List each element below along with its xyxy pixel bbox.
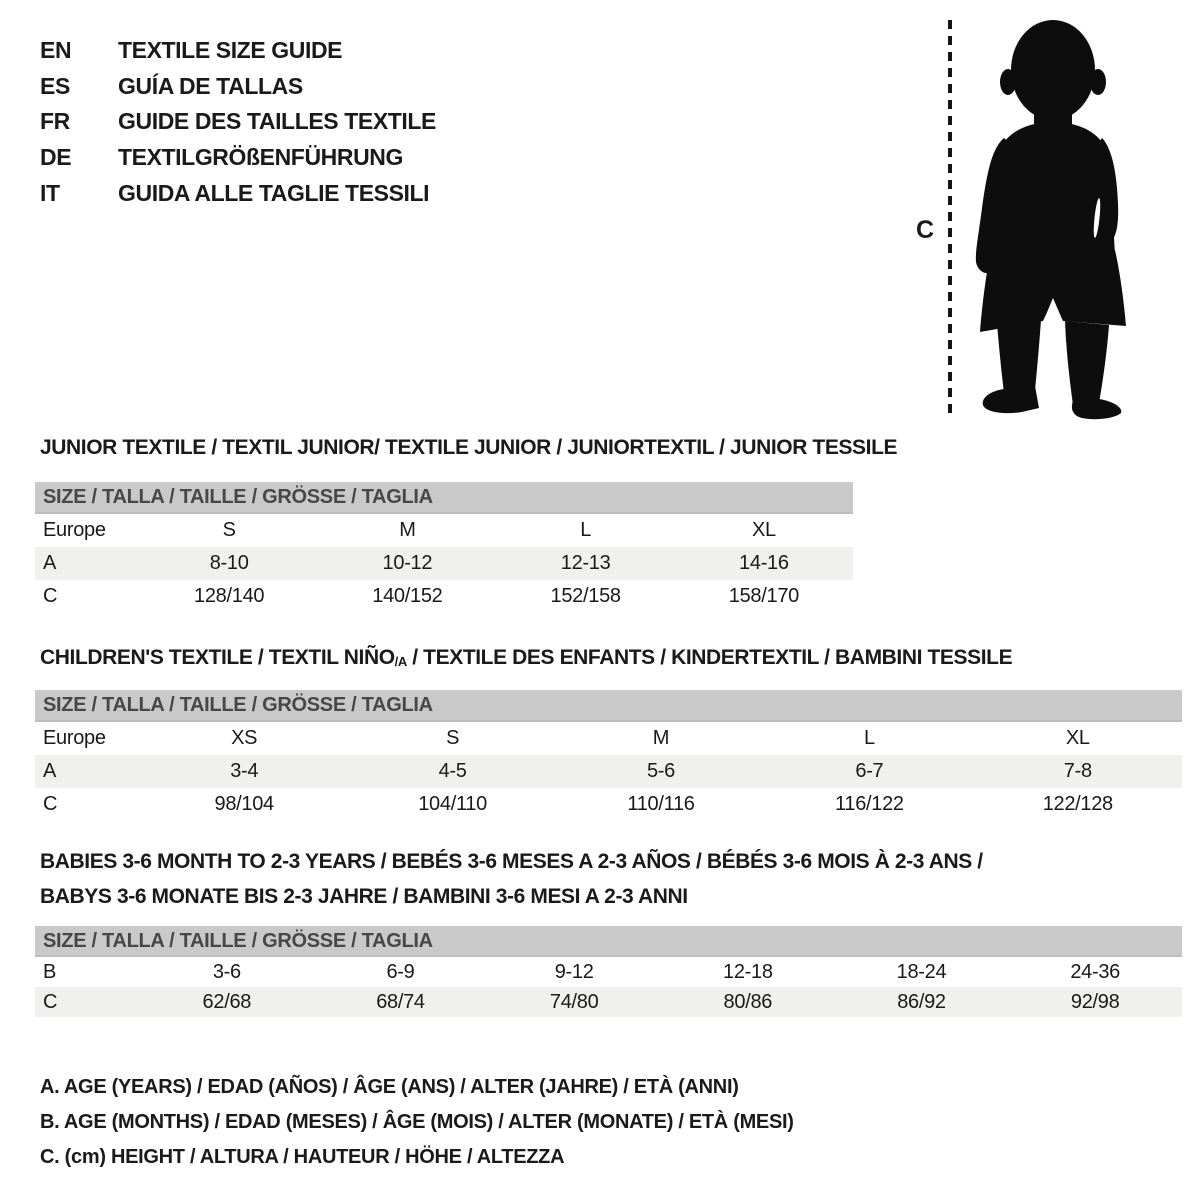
months-cell: 9-12: [554, 960, 594, 983]
table-row-height: [35, 987, 1182, 1017]
junior-section-title: JUNIOR TEXTILE / TEXTIL JUNIOR/ TEXTILE JUNIOR / JUNIORTEXTIL / JUNIOR TESSILE: [40, 436, 898, 459]
children-section-title: [40, 646, 1012, 670]
size-cell: XL: [1065, 727, 1090, 749]
size-header-bar: SIZE / TALLA / TAILLE / GRÖSSE / TAGLIA: [35, 482, 853, 514]
size-cell: M: [652, 727, 670, 749]
height-cell: 110/116: [627, 793, 695, 815]
junior-size-table: [35, 482, 853, 613]
legend-line-age-years: A. AGE (YEARS) / EDAD (AÑOS) / ÂGE (ANS) / ALTER (JAHRE) / ETÀ (ANNI): [40, 1076, 739, 1098]
language-code: FR: [40, 108, 70, 135]
size-cell: S: [222, 519, 236, 541]
age-cell: 6-7: [855, 760, 884, 782]
age-cell: 7-8: [1063, 760, 1092, 782]
height-cell: 122/128: [1042, 793, 1113, 815]
row-label: C: [43, 990, 58, 1013]
row-label: Europe: [43, 519, 106, 541]
table-row-europe: [35, 722, 1182, 755]
table-row-age: [35, 755, 1182, 788]
age-cell: 8-10: [209, 552, 249, 574]
height-measure-label: C: [916, 216, 935, 244]
guide-title-it: GUIDA ALLE TAGLIE TESSILI: [118, 179, 430, 206]
age-cell: 10-12: [382, 552, 433, 574]
legend-line-height: C. (cm) HEIGHT / ALTURA / HAUTEUR / HÖHE / ALTEZZA: [40, 1146, 565, 1168]
months-cell: 18-24: [896, 960, 947, 983]
babies-section-title: [40, 844, 983, 915]
height-cell: 98/104: [214, 793, 274, 815]
size-cell: XS: [231, 727, 258, 749]
size-cell: L: [580, 519, 592, 541]
language-row-it: [40, 175, 436, 211]
row-label: C: [43, 585, 58, 607]
height-cell: 68/74: [376, 990, 425, 1013]
children-size-table: [35, 690, 1182, 821]
height-cell: 116/122: [835, 793, 904, 815]
months-cell: 12-18: [723, 960, 773, 983]
table-row-europe: [35, 514, 853, 547]
age-cell: 12-13: [560, 552, 611, 574]
language-row-de: [40, 140, 436, 176]
size-header-bar: SIZE / TALLA / TAILLE / GRÖSSE / TAGLIA: [35, 690, 1182, 722]
baby-silhouette-figure: [900, 12, 1160, 420]
baby-silhouette-icon: [976, 20, 1126, 419]
height-cell: 158/170: [728, 585, 799, 607]
row-label: C: [43, 793, 58, 815]
table-row-height: [35, 580, 853, 613]
table-row-months: [35, 957, 1182, 987]
size-cell: XL: [751, 519, 776, 541]
age-cell: 3-4: [230, 760, 259, 782]
height-cell: 74/80: [549, 990, 599, 1013]
size-cell: L: [863, 727, 875, 749]
children-title-sub: /A: [394, 654, 407, 669]
guide-title-es: GUÍA DE TALLAS: [118, 72, 303, 99]
language-code: DE: [40, 144, 72, 171]
table-row-age: [35, 547, 853, 580]
months-cell: 6-9: [386, 960, 415, 983]
height-cell: 62/68: [202, 990, 252, 1013]
row-label: A: [43, 552, 57, 574]
size-cell: M: [399, 519, 416, 541]
language-row-es: [40, 69, 436, 105]
children-title-pre: CHILDREN'S TEXTILE / TEXTIL NIÑO: [40, 646, 395, 669]
table-row-height: [35, 788, 1182, 821]
guide-title-fr: GUIDE DES TAILLES TEXTILE: [118, 108, 436, 135]
months-cell: 3-6: [212, 960, 241, 983]
height-cell: 128/140: [194, 585, 265, 607]
height-cell: 152/158: [550, 585, 621, 607]
guide-title-en: TEXTILE SIZE GUIDE: [118, 37, 343, 64]
months-cell: 24-36: [1070, 960, 1120, 983]
age-cell: 4-5: [438, 760, 467, 782]
age-cell: 14-16: [739, 552, 789, 574]
height-cell: 140/152: [372, 585, 443, 607]
legend-line-age-months: B. AGE (MONTHS) / EDAD (MESES) / ÂGE (MOIS) / ALTER (MONATE) / ETÀ (MESI): [40, 1111, 794, 1133]
age-cell: 5-6: [646, 760, 675, 782]
height-cell: 92/98: [1070, 990, 1120, 1013]
legend-block: [40, 1070, 794, 1175]
language-title-block: [40, 33, 436, 211]
height-cell: 104/110: [418, 793, 487, 815]
language-row-en: [40, 33, 436, 69]
language-code: ES: [40, 72, 70, 99]
language-code: IT: [40, 179, 60, 206]
row-label: Europe: [43, 727, 106, 749]
babies-size-table: [35, 926, 1182, 1017]
guide-title-de: TEXTILGRÖßENFÜHRUNG: [118, 144, 403, 171]
language-row-fr: [40, 104, 436, 140]
row-label: B: [43, 960, 57, 983]
language-code: EN: [40, 37, 72, 64]
babies-title-line1: BABIES 3-6 MONTH TO 2-3 YEARS / BEBÉS 3-6 MESES A 2-3 AÑOS / BÉBÉS 3-6 MOIS À 2-3 ANS /: [40, 850, 983, 873]
height-cell: 86/92: [897, 990, 946, 1013]
children-title-post: / TEXTILE DES ENFANTS / KINDERTEXTIL / BAMBINI TESSILE: [406, 646, 1013, 669]
height-cell: 80/86: [723, 990, 773, 1013]
size-cell: S: [446, 727, 460, 749]
row-label: A: [43, 760, 57, 782]
babies-title-line2: BABYS 3-6 MONATE BIS 2-3 JAHRE / BAMBINI 3-6 MESI A 2-3 ANNI: [40, 885, 688, 909]
size-header-bar: SIZE / TALLA / TAILLE / GRÖSSE / TAGLIA: [35, 926, 1182, 957]
